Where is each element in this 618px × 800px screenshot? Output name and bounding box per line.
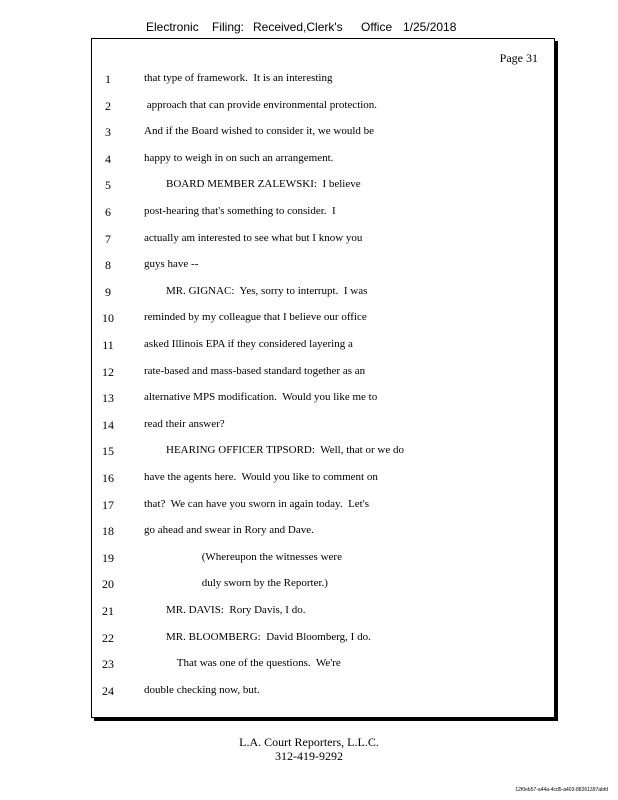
line-number: 6 bbox=[105, 205, 111, 219]
line-number: 20 bbox=[102, 577, 114, 592]
line-number: 2 bbox=[105, 98, 111, 113]
line-number: 19 bbox=[102, 550, 114, 565]
line-number: 5 bbox=[105, 178, 111, 193]
filing-stamp-header bbox=[0, 20, 618, 36]
line-text: asked Illinois EPA if they considered layering a bbox=[144, 338, 353, 350]
line-text: reminded by my colleague that I believe our office bbox=[144, 311, 367, 324]
line-number: 14 bbox=[102, 417, 114, 432]
line-number: 17 bbox=[102, 497, 114, 512]
line-number: 4 bbox=[105, 151, 111, 166]
transcript-line bbox=[0, 631, 618, 647]
line-text: that type of framework. It is an interesting bbox=[144, 72, 333, 84]
line-text: And if the Board wished to consider it, we would be bbox=[144, 125, 375, 138]
transcript-line bbox=[0, 258, 618, 274]
line-text: happy to weigh in on such an arrangement. bbox=[144, 151, 334, 164]
transcript-line bbox=[0, 205, 618, 221]
stamp-office: Office bbox=[361, 20, 393, 34]
line-text: actually am interested to see what but I know you bbox=[144, 231, 363, 244]
line-text: (Whereupon the witnesses were bbox=[144, 550, 342, 563]
stamp-received: Received,Clerk's bbox=[253, 20, 343, 34]
stamp-date: 1/25/2018 bbox=[403, 20, 457, 34]
transcript-line bbox=[0, 444, 618, 460]
transcript-line bbox=[0, 365, 618, 381]
stamp-filing: Filing: bbox=[212, 20, 245, 34]
line-number: 10 bbox=[102, 311, 114, 326]
line-text: BOARD MEMBER ZALEWSKI: I believe bbox=[144, 178, 361, 191]
line-number: 11 bbox=[102, 338, 114, 352]
transcript-line bbox=[0, 338, 618, 354]
line-text: have the agents here. Would you like to comment on bbox=[144, 471, 378, 483]
line-number: 16 bbox=[102, 471, 114, 485]
line-text: post-hearing that's something to consider. I bbox=[144, 205, 336, 217]
transcript-line bbox=[0, 577, 618, 593]
line-number: 12 bbox=[102, 364, 114, 379]
line-number: 22 bbox=[102, 630, 114, 645]
line-text: duly sworn by the Reporter.) bbox=[144, 577, 328, 590]
transcript-line bbox=[0, 178, 618, 194]
transcript-line bbox=[0, 498, 618, 514]
line-text: That was one of the questions. We're bbox=[144, 657, 341, 670]
line-text: HEARING OFFICER TIPSORD: Well, that or we do bbox=[144, 444, 404, 457]
transcript-line bbox=[0, 72, 618, 88]
line-text: go ahead and swear in Rory and Dave. bbox=[144, 524, 314, 537]
line-text: MR. DAVIS: Rory Davis, I do. bbox=[144, 604, 306, 616]
line-text: approach that can provide environmental protection. bbox=[144, 98, 378, 111]
transcript-line bbox=[0, 311, 618, 327]
line-text: MR. GIGNAC: Yes, sorry to interrupt. I was bbox=[144, 284, 368, 297]
line-text: MR. BLOOMBERG: David Bloomberg, I do. bbox=[144, 630, 371, 643]
line-number: 15 bbox=[102, 444, 114, 459]
footer-company: L.A. Court Reporters, L.L.C. bbox=[239, 735, 379, 749]
line-number: 8 bbox=[105, 258, 111, 273]
line-number: 9 bbox=[105, 284, 111, 299]
transcript-line bbox=[0, 418, 618, 434]
transcript-line bbox=[0, 657, 618, 673]
transcript-line bbox=[0, 232, 618, 248]
line-number: 23 bbox=[102, 657, 114, 672]
line-text: that? We can have you sworn in again today. Let's bbox=[144, 497, 370, 510]
line-text: rate-based and mass-based standard together as an bbox=[144, 364, 366, 377]
document-hash: 12f0eb57-a44a-4cd5-a403-88261397abfd bbox=[515, 787, 608, 793]
line-number: 7 bbox=[105, 231, 111, 246]
line-number: 24 bbox=[102, 683, 114, 698]
page-number: Page 31 bbox=[499, 51, 538, 65]
transcript-line bbox=[0, 684, 618, 700]
transcript-line bbox=[0, 604, 618, 620]
transcript-line bbox=[0, 99, 618, 115]
line-number: 21 bbox=[102, 604, 114, 618]
transcript-line bbox=[0, 285, 618, 301]
line-number: 1 bbox=[105, 72, 111, 86]
line-text: double checking now, but. bbox=[144, 683, 260, 696]
transcript-line bbox=[0, 125, 618, 141]
line-number: 3 bbox=[105, 125, 111, 140]
transcript-line bbox=[0, 471, 618, 487]
line-number: 18 bbox=[102, 524, 114, 539]
line-text: alternative MPS modification. Would you like me to bbox=[144, 391, 378, 404]
line-text: read their answer? bbox=[144, 417, 225, 430]
transcript-line bbox=[0, 524, 618, 540]
transcript-line bbox=[0, 551, 618, 567]
footer-phone: 312-419-9292 bbox=[275, 749, 343, 763]
transcript-line bbox=[0, 152, 618, 168]
line-number: 13 bbox=[102, 391, 114, 406]
line-text: guys have -- bbox=[144, 258, 199, 271]
transcript-line bbox=[0, 391, 618, 407]
stamp-electronic: Electronic bbox=[146, 20, 199, 34]
